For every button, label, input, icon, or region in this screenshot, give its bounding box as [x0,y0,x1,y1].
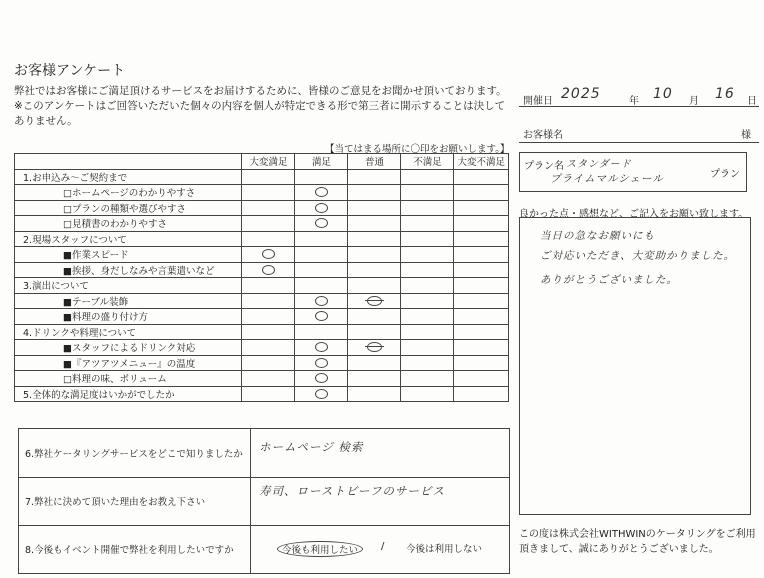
plan-name-field [519,152,747,192]
circle-mark [315,218,328,228]
rating-cell[interactable] [348,293,401,309]
circle-mark [315,311,328,321]
table-row [15,371,509,387]
rating-cell[interactable] [454,293,509,309]
rating-cell[interactable] [454,355,509,371]
date-day[interactable]: 16 [715,86,735,102]
table-row [15,200,509,216]
rating-cell[interactable] [401,216,454,232]
rating-cell[interactable] [242,185,295,201]
question-label: 8.今後もイベント開催で弊社を利用したいですか [19,525,251,573]
rating-cell[interactable] [348,278,401,294]
rating-cell[interactable] [401,231,454,247]
rating-cell[interactable] [242,309,295,325]
rating-cell[interactable] [401,371,454,387]
rating-cell[interactable] [242,262,295,278]
circle-mark [262,249,275,259]
item-label: ■スタッフによるドリンク対応 [15,340,242,356]
year-unit: 年 [629,96,639,107]
item-label: ■作業スピード [15,247,242,263]
rating-cell[interactable] [348,371,401,387]
category-label: 4.ドリンクや料理について [15,324,242,340]
option-separator: / [381,541,385,552]
rating-cell[interactable] [295,293,348,309]
rating-cell[interactable] [242,169,295,185]
customer-name-field[interactable] [519,124,759,143]
item-label: ■テーブル装飾 [15,293,242,309]
rating-cell[interactable] [401,247,454,263]
rating-cell[interactable] [401,324,454,340]
rating-cell[interactable] [242,386,295,402]
instruction-hint: 【当てはまる場所に〇印をお願いします。】 [325,144,510,155]
feedback-line: ありがとうございました。 [540,274,678,286]
column-header: 普通 [348,154,401,170]
item-label: □見積書のわかりやすさ [15,216,242,232]
table-row [15,278,509,294]
item-label: □ホームページのわかりやすさ [15,185,242,201]
column-header: 満足 [295,154,348,170]
closing-message: この度は株式会社WITHWINのケータリングをご利用頂きまして、誠にありがとうございました。 [519,529,756,555]
column-header: 大変不満足 [454,154,509,170]
plan-label: プラン名 [524,161,564,172]
question-row [19,429,509,478]
feedback-box[interactable] [519,217,751,515]
rating-cell[interactable] [454,247,509,263]
rating-cell[interactable] [401,200,454,216]
date-year[interactable]: 2025 [561,86,601,102]
item-label: ■『アツアツメニュー』の温度 [15,355,242,371]
circle-mark [315,373,328,383]
rating-cell[interactable] [295,216,348,232]
category-label: 1.お申込み～ご契約まで [15,169,242,185]
table-row [15,216,509,232]
circle-mark [315,187,328,197]
rating-cell[interactable] [348,309,401,325]
rating-cell[interactable] [295,262,348,278]
rating-cell[interactable] [295,200,348,216]
table-row [15,340,509,356]
intro-text: 弊社ではお客様にご満足頂けるサービスをお届けするために、皆様のご意見をお聞かせ頂いております。※このアンケートはご回答いただいた個々の内容を個人が特定できる形で第三者に開示することは決してありません。 [14,85,507,127]
circle-mark [315,389,328,399]
rating-cell[interactable] [295,309,348,325]
feedback-label: 良かった点・感想など、ご記入をお願い致します。 [519,209,749,220]
feedback-line: 当日の急なお願いにも [540,230,655,242]
day-unit: 日 [747,96,757,107]
rating-cell[interactable] [348,185,401,201]
rating-cell[interactable] [295,278,348,294]
rating-cell[interactable] [348,386,401,402]
rating-cell[interactable] [454,278,509,294]
circle-mark [315,358,328,368]
question-label: 7.弊社に決めて頂いた理由をお教え下さい [19,477,251,525]
struck-circle-mark [367,342,382,352]
rating-cell[interactable] [242,293,295,309]
rating-cell[interactable] [295,231,348,247]
rating-cell[interactable] [401,185,454,201]
plan-suffix: プラン [710,169,740,180]
table-header-blank [15,154,242,170]
rating-cell[interactable] [348,262,401,278]
feedback-line: ご対応いただき、大変助かりました。 [540,250,736,262]
rating-cell[interactable] [454,262,509,278]
category-label: 2.現場スタッフについて [15,231,242,247]
table-row [15,169,509,185]
column-header: 不満足 [401,154,454,170]
rating-cell[interactable] [454,309,509,325]
rating-cell[interactable] [348,231,401,247]
rating-cell[interactable] [348,169,401,185]
rating-cell[interactable] [454,231,509,247]
rating-cell[interactable] [295,169,348,185]
rating-cell[interactable] [295,386,348,402]
table-row [15,262,509,278]
rating-cell[interactable] [348,247,401,263]
question-answer[interactable]: ホームページ 検索 [259,440,364,454]
event-date-field [519,86,759,107]
item-label: ■料理の盛り付け方 [15,309,242,325]
rating-cell[interactable] [295,340,348,356]
table-row [15,185,509,201]
rating-cell[interactable] [454,340,509,356]
option-use-again[interactable]: 今後も利用したい [277,541,363,557]
rating-cell[interactable] [401,169,454,185]
rating-cell[interactable] [454,386,509,402]
struck-circle-mark [367,296,382,306]
date-month[interactable]: 10 [653,86,673,102]
rating-cell[interactable] [295,355,348,371]
category-label: 5.全体的な満足度はいかがでしたか [15,386,242,402]
table-row [15,231,509,247]
rating-cell[interactable] [454,216,509,232]
month-unit: 月 [689,96,699,107]
rating-cell[interactable] [454,200,509,216]
rating-cell[interactable] [348,324,401,340]
customer-name-label: お客様名 [523,130,563,141]
plan-value-line1[interactable]: スタンダード [566,159,632,170]
plan-value-line2[interactable]: プライムマルシェール [550,173,664,185]
rating-cell[interactable] [242,231,295,247]
date-label: 開催日 [523,96,553,107]
circle-mark [315,203,328,213]
rating-cell[interactable] [401,355,454,371]
table-row [15,309,509,325]
rating-cell[interactable] [295,185,348,201]
item-label: □料理の味、ボリューム [15,371,242,387]
questions-box [18,428,510,574]
table-row [15,247,509,263]
rating-cell[interactable] [401,386,454,402]
rating-cell[interactable] [242,324,295,340]
rating-cell[interactable] [295,324,348,340]
rating-cell[interactable] [348,340,401,356]
rating-cell[interactable] [242,216,295,232]
table-row [15,293,509,309]
question-answer[interactable]: 寿司、ローストビーフのサービス [259,484,445,498]
customer-name-suffix: 様 [741,130,751,141]
rating-cell[interactable] [348,216,401,232]
table-row [15,324,509,340]
rating-cell[interactable] [401,262,454,278]
rating-cell[interactable] [401,293,454,309]
rating-cell[interactable] [454,185,509,201]
satisfaction-table [14,153,509,402]
rating-cell[interactable] [348,200,401,216]
question-row [19,477,509,526]
rating-cell[interactable] [401,340,454,356]
rating-cell[interactable] [295,247,348,263]
table-row [15,355,509,371]
rating-cell[interactable] [242,355,295,371]
rating-cell[interactable] [401,278,454,294]
table-header-row [15,154,509,170]
page-title: お客様アンケート [14,63,126,79]
option-not-use[interactable]: 今後は利用しない [406,544,483,555]
rating-cell[interactable] [242,340,295,356]
rating-cell[interactable] [242,200,295,216]
rating-cell[interactable] [242,278,295,294]
rating-cell[interactable] [454,371,509,387]
question-label: 6.弊社ケータリングサービスをどこで知りましたか [19,429,251,477]
table-row [15,386,509,402]
rating-cell[interactable] [242,371,295,387]
circle-mark [315,342,328,352]
rating-cell[interactable] [454,169,509,185]
item-label: ■挨拶、身だしなみや言葉遣いなど [15,262,242,278]
rating-cell[interactable] [348,355,401,371]
item-label: □プランの種類や選びやすさ [15,200,242,216]
rating-cell[interactable] [295,371,348,387]
rating-cell[interactable] [454,324,509,340]
question-row [19,525,509,573]
circle-mark [315,296,328,306]
circle-mark [262,265,275,275]
rating-cell[interactable] [242,247,295,263]
rating-cell[interactable] [401,309,454,325]
column-header: 大変満足 [242,154,295,170]
category-label: 3.演出について [15,278,242,294]
